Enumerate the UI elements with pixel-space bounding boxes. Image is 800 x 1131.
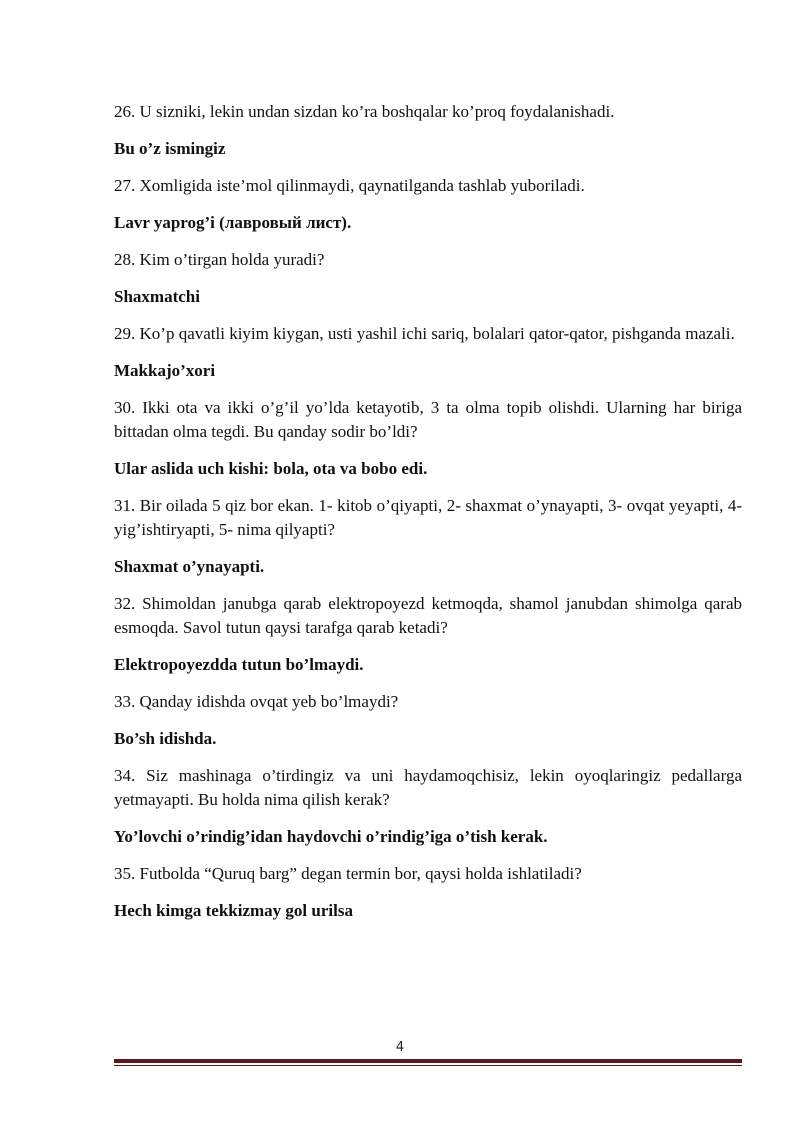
answer-26: Bu o’z ismingiz (114, 139, 226, 158)
footer-divider-thin-line (114, 1065, 742, 1066)
question-30: 30. Ikki ota va ikki o’g’il yo’lda ketayotib, 3 ta olma topib olishdi. Ularning har biriga bittadan olma tegdi. Bu qanday sodir bo’ldi? (114, 398, 742, 441)
question-29: 29. Ko’p qavatli kiyim kiygan, usti yashil ichi sariq, bolalari qator-qator, pishganda mazali. (114, 324, 735, 343)
question-26: 26. U sizniki, lekin undan sizdan ko’ra boshqalar ko’proq foydalanishadi. (114, 102, 615, 121)
answer-29: Makkajo’xori (114, 361, 216, 380)
question-34: 34. Siz mashinaga o’tirdingiz va uni haydamoqchisiz, lekin oyoqlaringiz pedallarga yetmayapti. Bu holda nima qilish kerak? (114, 766, 742, 809)
question-28: 28. Kim o’tirgan holda yuradi? (114, 250, 325, 269)
question-32: 32. Shimoldan janubga qarab elektropoyezd ketmoqda, shamol janubdan shimolga qarab esmoqda. Savol tutun qaysi tarafga qarab ketadi? (114, 594, 742, 637)
footer-divider (114, 1059, 742, 1066)
question-33: 33. Qanday idishda ovqat yeb bo’lmaydi? (114, 692, 399, 711)
answer-30: Ular aslida uch kishi: bola, ota va bobo edi. (114, 459, 428, 478)
question-31: 31. Bir oilada 5 qiz bor ekan. 1- kitob o’qiyapti, 2- shaxmat o’ynayapti, 3- ovqat yeyapti, 4- yig’ishtiryapti, 5- nima qilyapti? (114, 496, 742, 539)
question-27: 27. Xomligida iste’mol qilinmaydi, qaynatilganda tashlab yuboriladi. (114, 176, 585, 195)
answer-35: Hech kimga tekkizmay gol urilsa (114, 901, 353, 920)
document-body (114, 100, 742, 936)
page-number: 4 (395, 1040, 405, 1055)
answer-33: Bo’sh idishda. (114, 729, 217, 748)
answer-32: Elektropoyezdda tutun bo’lmaydi. (114, 655, 364, 674)
answer-34: Yo’lovchi o’rindig’idan haydovchi o’rindig’iga o’tish kerak. (114, 827, 548, 846)
answer-31: Shaxmat o’ynayapti. (114, 557, 265, 576)
question-35: 35. Futbolda “Quruq barg” degan termin bor, qaysi holda ishlatiladi? (114, 864, 582, 883)
answer-28: Shaxmatchi (114, 287, 200, 306)
answer-27: Lavr yaprog’i (лавровый лист). (114, 213, 352, 232)
